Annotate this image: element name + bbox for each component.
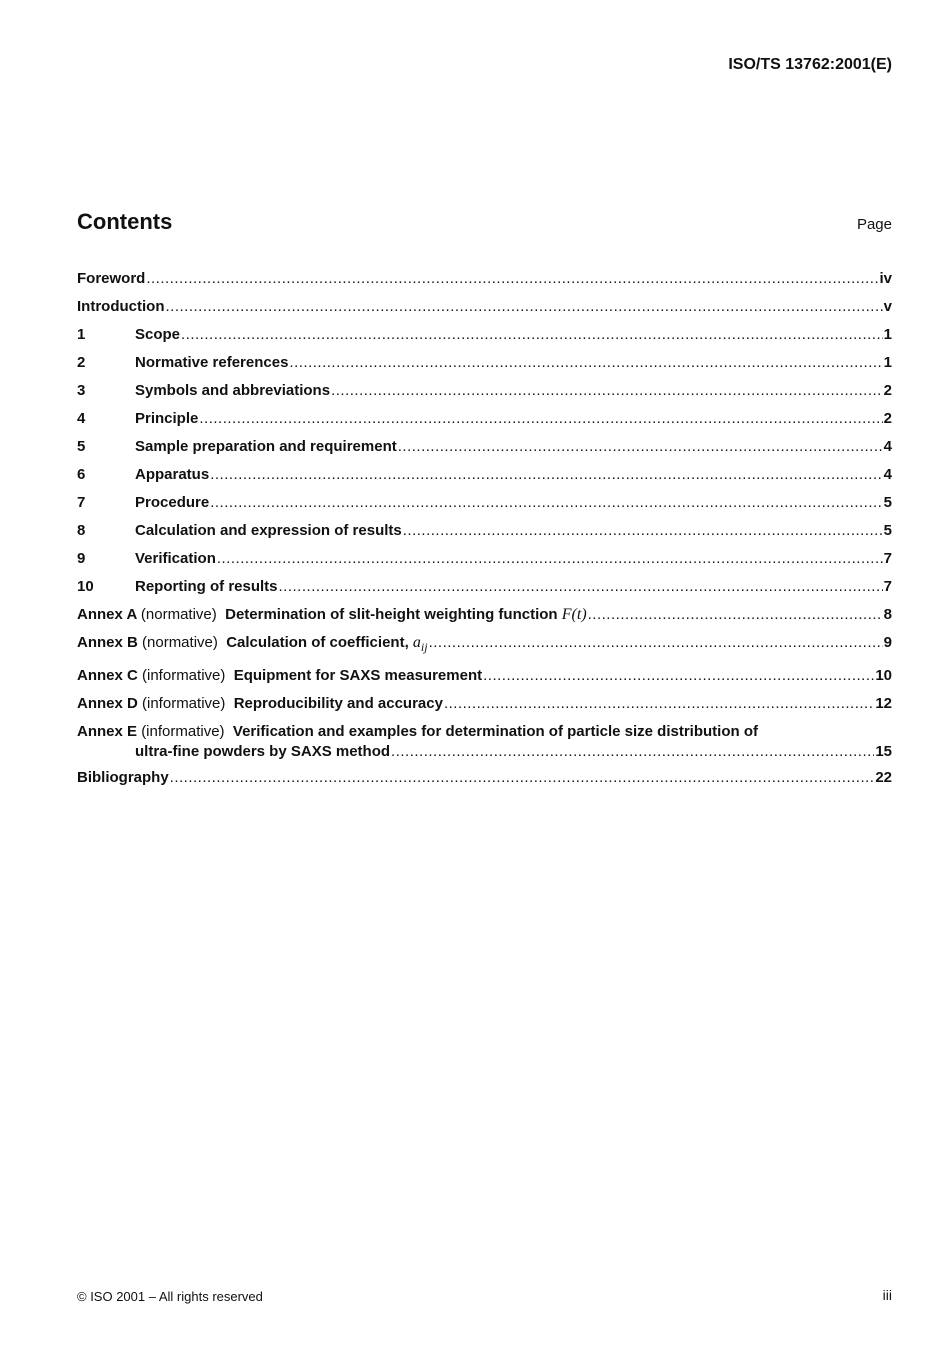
toc-entry-section-4[interactable] <box>77 409 892 437</box>
toc-entry-page: 7 <box>883 550 892 567</box>
dot-leader <box>146 269 878 289</box>
toc-entry-section-8[interactable] <box>77 521 892 549</box>
dot-leader <box>170 768 875 788</box>
toc-entry-title: Introduction <box>77 298 165 315</box>
toc-entry-title-line1 <box>77 722 892 742</box>
toc-entry-title <box>77 633 428 657</box>
annex-type: (informative) <box>142 695 226 712</box>
dot-leader <box>199 409 882 429</box>
annex-label: Annex E <box>77 723 138 740</box>
toc-entry-title-line2 <box>77 742 892 762</box>
toc-entry-title: Principle <box>135 410 199 427</box>
table-of-contents <box>77 269 892 796</box>
toc-entry-page: 5 <box>883 494 892 511</box>
toc-entry-page: 4 <box>883 438 892 455</box>
toc-entry-section-5[interactable] <box>77 437 892 465</box>
annex-title: Determination of slit-height weighting function <box>225 606 558 623</box>
page-column-label: Page <box>856 216 892 233</box>
toc-entry-title: Procedure <box>135 494 210 511</box>
annex-label: Annex B <box>77 634 138 651</box>
toc-entry-title: Symbols and abbreviations <box>135 382 331 399</box>
section-number: 7 <box>77 494 86 511</box>
dot-leader <box>217 549 883 569</box>
toc-entry-title: Reporting of results <box>135 578 278 595</box>
section-number: 5 <box>77 438 86 455</box>
toc-entry-annex-d[interactable] <box>77 694 892 722</box>
toc-entry-bibliography[interactable] <box>77 768 892 796</box>
toc-entry-section-6[interactable] <box>77 465 892 493</box>
toc-entry-section-7[interactable] <box>77 493 892 521</box>
toc-entry-annex-e[interactable] <box>77 722 892 768</box>
dot-leader <box>403 521 883 541</box>
toc-entry-title <box>77 666 482 686</box>
dot-leader <box>483 666 874 686</box>
annex-type: (normative) <box>142 634 218 651</box>
dot-leader <box>289 353 882 373</box>
toc-entry-annex-a[interactable] <box>77 605 892 633</box>
toc-entry-section-2[interactable] <box>77 353 892 381</box>
section-number: 4 <box>77 410 86 427</box>
toc-entry-title: Normative references <box>135 354 289 371</box>
section-number: 8 <box>77 522 86 539</box>
toc-entry-page: v <box>883 298 892 315</box>
toc-entry-page: 8 <box>883 606 892 623</box>
section-number: 3 <box>77 382 86 399</box>
toc-entry-section-1[interactable] <box>77 325 892 353</box>
toc-entry-page: 7 <box>883 578 892 595</box>
dot-leader <box>444 694 874 714</box>
section-number: 6 <box>77 466 86 483</box>
dot-leader <box>398 437 883 457</box>
toc-entry-annex-b[interactable] <box>77 633 892 661</box>
toc-entry-title: Verification <box>135 550 216 567</box>
page-number: iii <box>882 1287 892 1303</box>
toc-entry-annex-c[interactable] <box>77 666 892 694</box>
toc-entry-page: 10 <box>875 667 892 684</box>
toc-entry-section-10[interactable] <box>77 577 892 605</box>
toc-entry-title: Scope <box>135 326 181 343</box>
contents-heading: Contents <box>77 209 173 234</box>
dot-leader <box>210 493 882 513</box>
annex-title-line1: Verification and examples for determination of particle size distribution of <box>232 723 758 740</box>
annex-label: Annex A <box>77 606 137 623</box>
toc-entry-page: 22 <box>875 769 892 786</box>
annex-type: (normative) <box>140 606 217 623</box>
toc-entry-title: Sample preparation and requirement <box>135 438 397 455</box>
toc-entry-page: 2 <box>883 410 892 427</box>
annex-title: Calculation of coefficient, <box>226 634 409 651</box>
math-expression <box>412 634 428 655</box>
dot-leader <box>391 742 874 762</box>
toc-entry-title: Foreword <box>77 270 146 287</box>
dot-leader <box>588 605 883 625</box>
toc-entry-title: Bibliography <box>77 769 169 786</box>
section-number: 10 <box>77 578 94 595</box>
toc-entry-title: Calculation and expression of results <box>135 522 402 539</box>
section-number: 1 <box>77 326 86 343</box>
toc-entry-page: 4 <box>883 466 892 483</box>
toc-entry-title: Apparatus <box>135 466 210 483</box>
section-number: 2 <box>77 354 86 371</box>
toc-entry-page: 5 <box>883 522 892 539</box>
toc-entry-page: 2 <box>883 382 892 399</box>
toc-entry-page: 15 <box>875 743 892 760</box>
toc-entry-foreword[interactable] <box>77 269 892 297</box>
dot-leader <box>181 325 883 345</box>
annex-title-line2: ultra-fine powders by SAXS method <box>135 743 391 760</box>
toc-entry-page: iv <box>879 270 892 287</box>
toc-entry-page: 12 <box>875 695 892 712</box>
annex-label: Annex C <box>77 667 138 684</box>
toc-entry-section-3[interactable] <box>77 381 892 409</box>
toc-entry-title <box>77 694 443 714</box>
copyright-notice: © ISO 2001 – All rights reserved <box>77 1289 263 1304</box>
toc-entry-section-9[interactable] <box>77 549 892 577</box>
annex-title: Equipment for SAXS measurement <box>233 667 483 684</box>
toc-entry-title <box>77 605 587 625</box>
toc-entry-page: 1 <box>883 326 892 343</box>
annex-type: (informative) <box>142 667 226 684</box>
annex-label: Annex D <box>77 695 138 712</box>
math-base: a <box>412 634 421 651</box>
dot-leader <box>165 297 882 317</box>
math-subscript: ij <box>420 640 428 655</box>
dot-leader <box>279 577 883 597</box>
toc-entry-introduction[interactable] <box>77 297 892 325</box>
document-id-header: ISO/TS 13762:2001(E) <box>728 56 892 73</box>
section-number: 9 <box>77 550 86 567</box>
dot-leader <box>331 381 883 401</box>
math-expression: F(t) <box>561 606 587 623</box>
toc-entry-page: 9 <box>883 634 892 651</box>
toc-entry-page: 1 <box>883 354 892 371</box>
dot-leader <box>429 633 883 653</box>
annex-title: Reproducibility and accuracy <box>233 695 443 712</box>
dot-leader <box>210 465 882 485</box>
annex-type: (informative) <box>141 723 225 740</box>
